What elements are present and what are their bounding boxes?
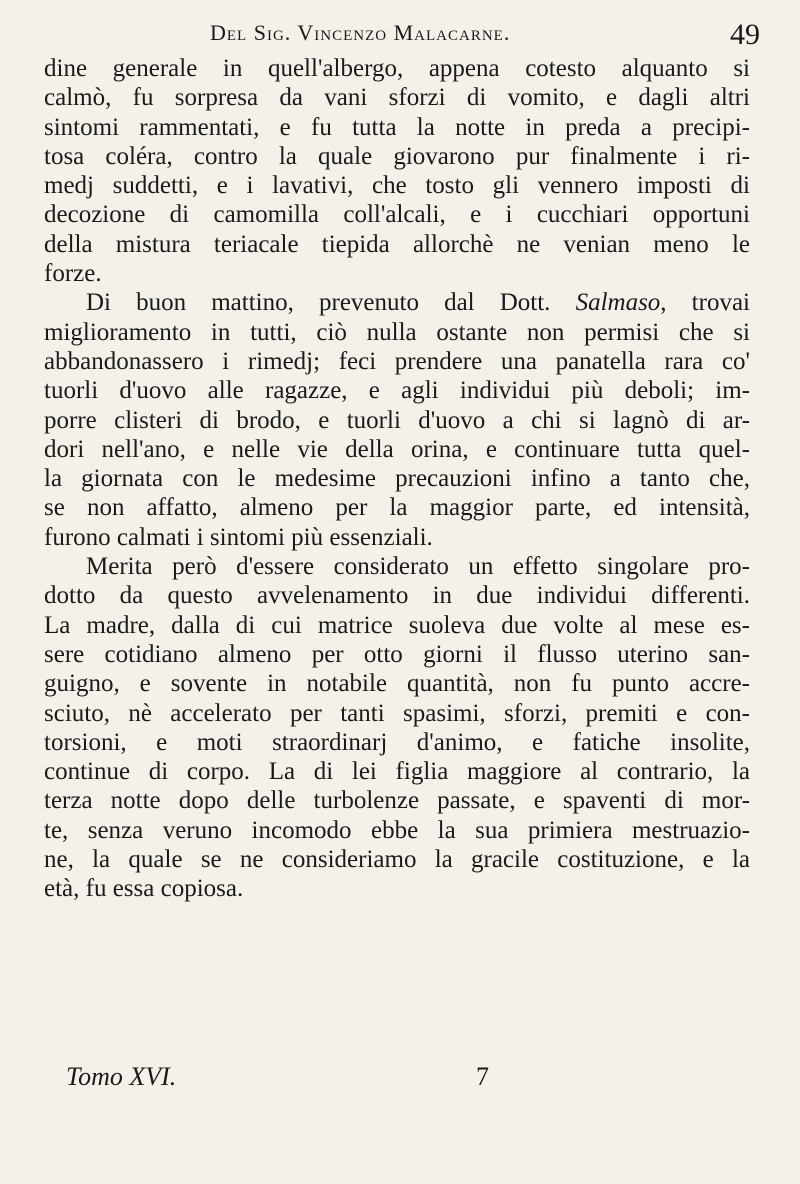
text-line: Di buon mattino, prevenuto dal Dott. Salmaso, trovai	[86, 289, 750, 317]
text-line: età, fu essa copiosa.	[44, 875, 244, 903]
text-line: se non affatto, almeno per la maggior parte, ed intensità,	[44, 494, 750, 522]
text-line: abbandonassero i rimedj; feci prendere una panatella rara co'	[44, 347, 750, 375]
text-line: miglioramento in tutti, ciò nulla ostante non permisi che si	[44, 318, 750, 346]
text-line: la giornata con le medesime precauzioni infino a tanto che,	[44, 465, 750, 493]
text-line: terza notte dopo delle turbolenze passate, e spaventi di mor-	[44, 787, 750, 815]
paragraph	[44, 288, 750, 552]
text-line: torsioni, e moti straordinarj d'animo, e fatiche insolite,	[44, 728, 750, 756]
body-text	[44, 54, 750, 904]
signature-mark: 7	[476, 1062, 489, 1091]
text-line: porre clisteri di brodo, e tuorli d'uovo a chi si lagnò di ar-	[44, 406, 750, 434]
paragraph	[44, 552, 750, 904]
text-line: forze.	[44, 260, 102, 288]
text-line: sere cotidiano almeno per otto giorni il flusso uterino san-	[44, 640, 750, 668]
text-line: continue di corpo. La di lei figlia maggiore al contrario, la	[44, 758, 750, 786]
text-line: tuorli d'uovo alle ragazze, e agli individui più deboli; im-	[44, 377, 750, 405]
text-line: Merita però d'essere considerato un effetto singolare pro-	[86, 553, 750, 581]
paragraph	[44, 54, 750, 288]
text-line: calmò, fu sorpresa da vani sforzi di vomito, e dagli altri	[44, 84, 750, 112]
text-line: dori nell'ano, e nelle vie della orina, e continuare tutta quel-	[44, 435, 750, 463]
text-line: te, senza veruno incomodo ebbe la sua primiera mestruazio-	[44, 816, 750, 844]
text-line: dine generale in quell'albergo, appena cotesto alquanto si	[44, 55, 750, 82]
volume-label: Tomo XVI.	[66, 1062, 177, 1091]
page-number: 49	[730, 18, 760, 51]
text-line: medj suddetti, e i lavativi, che tosto gli vennero imposti di	[44, 172, 750, 200]
running-title: Del Sig. Vincenzo Malacarne.	[210, 20, 511, 45]
text-line: La madre, dalla di cui matrice suoleva due volte al mese es-	[44, 611, 750, 639]
text-line: dotto da questo avvelenamento in due individui differenti.	[44, 582, 750, 610]
text-line: furono calmati i sintomi più essenziali.	[44, 523, 433, 551]
italic-name: Salmaso	[575, 289, 661, 317]
running-head	[0, 14, 800, 54]
text-line: decozione di camomilla coll'alcali, e i cucchiari opportuni	[44, 201, 750, 229]
text-line: sciuto, nè accelerato per tanti spasimi, sforzi, premiti e con-	[44, 699, 750, 727]
text-line: ne, la quale se ne consideriamo la gracile costituzione, e la	[44, 846, 750, 874]
text-line: sintomi rammentati, e fu tutta la notte in preda a precipi-	[44, 113, 750, 141]
text-line: guigno, e sovente in notabile quantità, non fu punto accre-	[44, 670, 750, 698]
page-footer	[66, 1062, 760, 1102]
text-line: tosa coléra, contro la quale giovarono pur finalmente i ri-	[44, 142, 750, 170]
text-line: della mistura teriacale tiepida allorchè ne venian meno le	[44, 230, 750, 258]
